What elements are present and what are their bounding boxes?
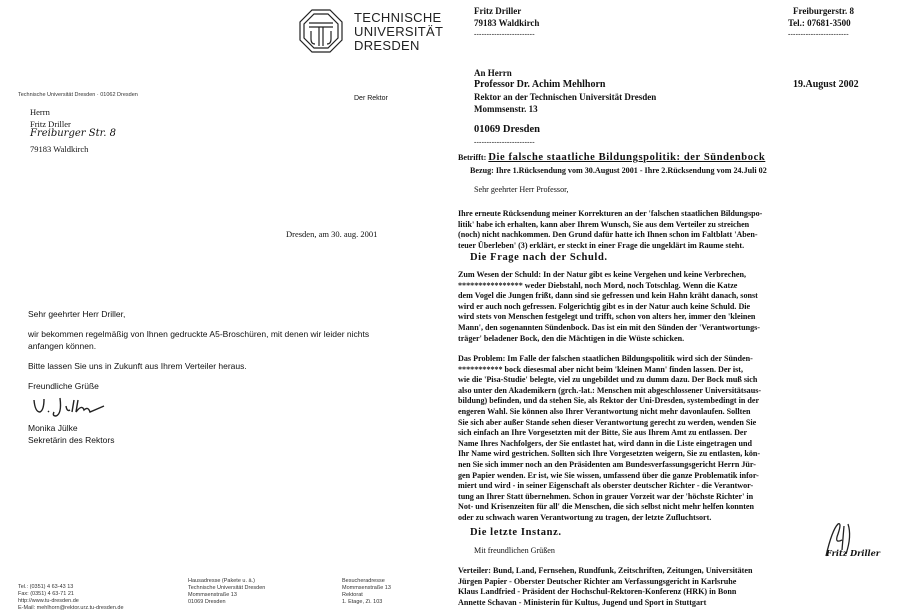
right-greeting: Sehr geehrter Herr Professor, [474,185,569,194]
right-letter-date: 19.August 2002 [793,79,859,90]
recipient-line-3: Rektor an der Technischen Universität Dresden [474,92,657,102]
para2-line-7: träger' beladener Bock, den die Mächtigen in die Wüste schicken. [458,333,685,343]
letter-greeting: Sehr geehrter Herr Driller, [28,309,126,319]
sender-street: Freiburgerstr. 8 [793,6,854,16]
sender-city: 79183 Waldkirch [474,18,540,28]
para2-line-1: Zum Wesen der Schuld: In der Natur gibt es keine Vergehen und keine Verbrechen, [458,270,746,279]
para1-line-1: Ihre erneute Rücksendung meiner Korrekturen an der 'falschen staatlichen Bildungspo- [458,209,763,218]
logo-text-line-3: DRESDEN [354,38,420,53]
heading-schuld: Die Frage nach der Schuld. [470,252,608,263]
para1-line-3: (noch) nicht nachkommen. Den Grund dafür hatte ich Ihnen schon im Faltblatt 'Aben- [458,230,758,240]
para3-line-16: oder zu schwach waren Verantwortung zu tragen, der letzte Zufluchtsort. [458,512,712,522]
recipient-city: 79183 Waldkirch [30,144,89,154]
bezug-line: Bezug: Ihre 1.Rücksendung vom 30.August 2001 - Ihre 2.Rücksendung vom 24.Juli 02 [470,166,767,175]
para3-line-2: *********** bock diesesmal aber nicht beim 'kleinen Mann' finden lassen. Der ist, [458,364,744,374]
tu-dresden-logo-icon [298,8,344,54]
recipient-line-2: Professor Dr. Achim Mehlhorn [474,79,606,90]
para3-line-5: bildung) befinden, und da stehen Sie, als Rektor der Uni-Dresden, systembedingt in der [458,396,760,406]
paragraph-2 [458,270,760,344]
right-closing: Mit freundlichen Grüßen [474,546,555,555]
para2-line-5: wird stets von Menschen festgelegt und trifft, schon von alters her, immer den 'kleinen [458,312,756,322]
recipient-line-1: An Herrn [474,68,512,78]
letter-closing: Freundliche Grüße [28,381,99,391]
sender-role: Der Rektor [354,95,388,102]
footer-contact [18,584,124,612]
footer-email: E-Mail: mehlhorn@rektor.urz.tu-dresden.de [18,605,124,611]
para3-line-8: sich einfach an Ihre Vorgesetzten mit der Bitte, Sie aus Ihrem Amt zu entlassen. Der [458,428,748,438]
para3-line-10: Ihr Name wird gestrichen. Sollten sich Ihre Vorgesetzten weigern, Sie zu entlasten, kön- [458,449,761,459]
recipient-name: Fritz Driller [30,119,71,129]
letter-date: Dresden, am 30. aug. 2001 [286,229,378,239]
driller-letter [450,0,900,616]
para3-line-14: tung an Ihrer Statt übernehmen. Schon in grauer Vorzeit war der 'höchste Richter' in [458,491,754,501]
paragraph-3 [458,354,761,524]
para3-line-4: also unter den Akademikern (grch.-lat.: Menschen mit abgeschlossener Universitätsaus- [458,385,762,395]
recipient-street-handwritten: Freiburger Str. 8 [30,128,117,139]
verteiler-line-1: Verteiler: Bund, Land, Fernsehen, Rundfunk, Zeitschriften, Zeitungen, Universitäten [458,566,753,575]
verteiler-block [458,566,752,608]
para3-line-15: Not- und Krisenzeiten für all' die Menschen, die sich selbst nicht mehr helfen konnten [458,502,755,512]
footer-visitor-line-1: Mommsenstraße 13 [342,585,391,591]
para3-line-1: Das Problem: Im Falle der falschen staatlichen Bildungspolitik wird sich der Sünden- [458,354,753,363]
recipient-salutation: Herrn [30,107,50,117]
signature-text [300,400,304,401]
para1-line-4: teuer Überleben' (3) erklärt, er steckt in einer Frage die ungeklärt im Raume steht. [458,240,745,250]
letter-body-line-1: wir bekommen regelmäßig von Ihnen gedruckte A5-Broschüren, mit denen wir leider nichts [28,329,370,339]
verteiler-line-4: Annette Schavan - Ministerin für Kultus, Jugend und Sport in Stuttgart [458,597,707,607]
letter-request: Bitte lassen Sie uns in Zukunft aus Ihrem Verteiler heraus. [28,361,247,371]
betreff-title: Die falsche staatliche Bildungspolitik: der Sündenbock [488,152,766,163]
verteiler-line-2: Jürgen Papier - Oberster Deutscher Richter am Verfassungsgericht in Karlsruhe [458,576,737,586]
sender-name: Fritz Driller [474,6,522,16]
handwritten-signature-icon [30,394,110,420]
paragraph-1 [458,209,762,251]
para3-line-6: engeren Wahl. Sie können also Ihrer Verantwortung nicht mehr davonlaufen. Sollten [458,406,751,416]
para2-line-2: **************** weder Diebstahl, noch Mord, noch Totschlag. Wenn die Katze [458,280,738,290]
recipient-line-4: Mommsenstr. 13 [474,104,538,114]
tel-dashes: ------------------------ [788,30,849,38]
signer-name: Monika Jülke [28,423,78,433]
footer-tel: Tel.: (0351) 4 63-43 13 [18,584,74,590]
footer-visitor-address [342,578,391,606]
recipient-city: 01069 Dresden [474,124,541,135]
sender-dashes: ------------------------ [474,30,535,38]
betreff-line [458,153,765,164]
para3-line-13: miert und wird - in seiner Eigenschaft als oberster deutscher Richter - die Verantwor- [458,481,754,491]
logo-text-line-1: TECHNISCHE [354,10,442,25]
verteiler-line-3: Klaus Landfried - Präsident der Hochschul-Rektoren-Konferenz (HRK) in Bonn [458,587,737,597]
footer-visitor-line-2: Rektorat [342,592,363,598]
footer-fax: Fax: (0351) 4 63-71 21 [18,591,74,597]
para2-line-6: Mann', den sogenannten Sündenbock. Das ist ein mit den Sünden der 'Verantwortungs- [458,322,761,332]
footer-visitor-heading: Besucheradresse [342,578,385,584]
footer-house-line-2: Mommsenstraße 13 [188,592,237,598]
footer-web: http://www.tu-dresden.de [18,598,79,604]
signer-title: Sekretärin des Rektors [28,435,115,445]
footer-house-address [188,578,265,606]
footer-house-line-3: 01069 Dresden [188,599,226,605]
heading-instanz: Die letzte Instanz. [470,527,562,538]
footer-house-heading: Hausadresse (Pakete u. ä.) [188,578,255,584]
para3-line-3: wie die 'Pisa-Studie' belegte, viel zu ungebildet und zu dumm dazu. Der Bock muß sich [458,375,758,385]
para1-line-2: litik' habe ich erhalten, kann aber Ihrem Wunsch, Sie aus dem Verteiler zu streichen [458,219,750,229]
letter-body-line-2: anfangen können. [28,341,97,351]
betreff-label: Betrifft: [458,153,487,162]
footer-visitor-line-3: 1. Etage, Zi. 103 [342,599,383,605]
para2-line-3: dem Vogel die Jungen frißt, dann sind sie gefressen und kein Hahn kräht danach, sonst [458,291,758,301]
sender-line: Technische Universität Dresden · 01062 Dresden [18,92,138,98]
para3-line-9: Name Ihres Nachfolgers, der Sie entlastet hat, wird dann in die Liste eingetragen und [458,438,752,448]
right-signature: Fritz Driller [826,548,881,558]
footer-house-line-1: Technische Universität Dresden [188,585,266,591]
para3-line-11: nen Sie sich immer noch an den Präsidenten am Bundesverfassungsgericht Herrn Jür- [458,459,756,469]
city-dashes: ------------------------ [474,138,535,146]
para2-line-4: wird er auch noch gefressen. Folgerichtig gibt es in der Natur auch keine Schuld. Die [458,301,751,311]
para3-line-7: Sie sich aber außer Stande sehen dieser Verantwortung gerecht zu werden, wenden Sie [458,417,757,427]
para3-line-12: gen Papier wenden. Er ist, wie Sie wissen, umfassend über die ganze Problematik infor- [458,470,759,480]
logo-text-line-2: UNIVERSITÄT [354,24,444,39]
sender-tel: Tel.: 07681-3500 [788,18,851,28]
